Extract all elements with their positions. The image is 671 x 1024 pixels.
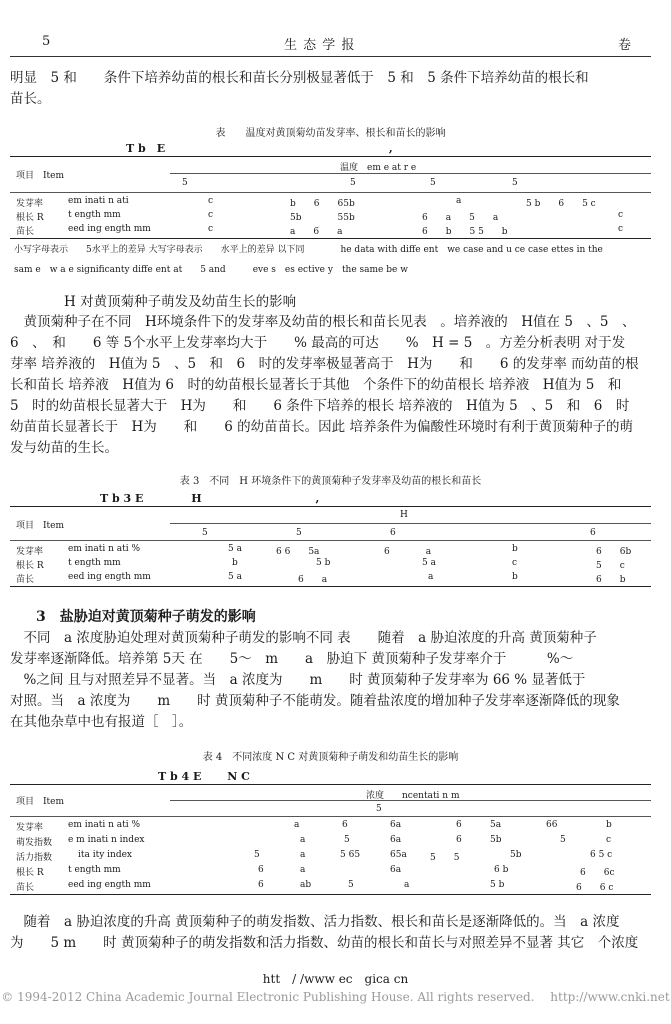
table4-top-rule xyxy=(10,784,651,785)
row-label: 根长 R xyxy=(16,213,44,223)
salt-line: %之间 且与对照差异不显著。当 a 浓度为 m 时 黄顶菊种子发芽率为 66 % 显著低于 xyxy=(10,672,586,688)
salt-line: 发芽率逐渐降低。培养第 5天 在 5～ m a 胁迫下 黄顶菊种子发芽率介于 %～ xyxy=(10,651,574,667)
table-cell: b xyxy=(512,572,518,582)
table-cell: c xyxy=(512,558,518,568)
ph-line: 5 时的幼苗根长显著大于 H为 和 6 条件下培养的根长 培养液的 H值为 5 、5 和 6 时 xyxy=(10,398,630,414)
row-label-en: e m inati n index xyxy=(68,835,145,845)
table3-item-header: 项目 Item xyxy=(16,521,65,531)
table2-note-2: sam e w a e significanty diffe ent at 5 and eve s es ective y the same be w xyxy=(14,265,408,275)
ph-paragraph xyxy=(10,312,651,459)
table-cell: b xyxy=(512,544,518,554)
section-heading-ph: H 对黄顶菊种子萌发及幼苗生长的影响 xyxy=(64,294,297,310)
volume-label: 卷 xyxy=(618,38,632,53)
row-label-en: eed ing ength mm xyxy=(68,880,151,890)
table-cell: 5a xyxy=(490,820,502,830)
table-cell: c xyxy=(618,210,624,220)
row-label-en: t ength mm xyxy=(68,210,121,220)
table-cell: 5 c xyxy=(596,561,625,571)
table3-caption: 表 3 不同 H 环境条件下的黄顶菊种子发芽率及幼苗的根长和苗长 xyxy=(179,476,482,487)
table-cell: 6 6 c xyxy=(576,883,614,893)
table-cell: 5 a xyxy=(228,572,242,582)
ph-line: 长和苗长 培养液 H值为 6 时的幼苗根长显著长于其他 个条件下的幼苗根长 培养液 H值为 5 和 xyxy=(10,377,622,393)
ph-line: 幼苗苗长显著长于 H为 和 6 的幼苗苗长。因此 培养条件为偏酸性环境时有利于黄顶菊种子的萌 xyxy=(10,419,633,435)
table-cell: c xyxy=(208,224,214,234)
table-cell: a xyxy=(300,850,306,860)
intro-paragraph xyxy=(10,68,651,110)
table3-group-header: H xyxy=(400,510,408,520)
table3 xyxy=(10,506,651,588)
table-cell: 6 b xyxy=(494,865,509,875)
copyright-notice: © 1994-2012 China Academic Journal Electronic Publishing House. All rights reserved. http://www.cnki.net xyxy=(1,990,670,1004)
ph-line: 黄顶菊种子在不同 H环境条件下的发芽率及幼苗的根长和苗长见表 。培养液的 H值在 5 、5 、 xyxy=(10,314,636,330)
table3-group-rule xyxy=(170,523,651,524)
ph-line: 6 、 和 6 等 5个水平上发芽率均大于 % 最高的可达 % H = 5 。方差分析表明 对于发 xyxy=(10,335,626,351)
table2-note-1: 小写字母表示 5水平上的差异 大写字母表示 水平上的差异 以下同 he data with diffe ent we case and u ce case ettes in the xyxy=(14,245,603,255)
table-cell: 5 b xyxy=(490,880,505,890)
closing-paragraph xyxy=(10,912,651,954)
table-cell: 5b xyxy=(510,850,522,860)
table-cell: a 6 a xyxy=(290,227,343,237)
table-cell: ab xyxy=(300,880,312,890)
table3-top-rule xyxy=(10,506,651,507)
table-cell: 6a xyxy=(390,865,402,875)
header-rule xyxy=(10,56,651,57)
table-cell: a xyxy=(300,835,306,845)
salt-line: 对照。当 a 浓度为 m 时 黄顶菊种子不能萌发。随着盐浓度的增加种子发芽率逐渐降低的现象 xyxy=(10,693,620,709)
table4-bottom-rule xyxy=(10,894,651,895)
table-cell: 6 a xyxy=(384,547,432,557)
table-cell: c xyxy=(208,196,214,206)
table-cell: b xyxy=(606,820,612,830)
row-label: 苗长 xyxy=(16,883,35,893)
table-cell: 5 65 xyxy=(340,850,361,860)
ph-line: 发与幼苗的生长。 xyxy=(10,440,118,456)
row-label-en: eed ing ength mm xyxy=(68,572,151,582)
table-cell: 5b 55b xyxy=(290,213,355,223)
table4 xyxy=(10,784,651,896)
table3-subheader: 6 xyxy=(590,528,596,538)
intro-line-1: 明显 5 和 条件下培养幼苗的根长和苗长分别极显著低于 5 和 5 条件下培养幼苗的根长和 xyxy=(10,70,589,86)
ph-line: 芽率 培养液的 H值为 5 、5 和 6 时的发芽率极显著高于 H为 和 6 的发芽率 而幼苗的根 xyxy=(10,356,639,372)
table-cell: 6 xyxy=(456,835,462,845)
table2-subheader: 5 xyxy=(350,178,356,188)
row-label: 苗长 xyxy=(16,575,35,585)
table-cell: 6 6c xyxy=(580,868,615,878)
table-cell: 5 a xyxy=(228,544,242,554)
table2-bottom-rule xyxy=(10,238,651,239)
row-label-en: t ength mm xyxy=(68,865,121,875)
table-cell: 6 b xyxy=(596,575,626,585)
footer-url[interactable]: htt / /www ec gica cn xyxy=(262,972,409,986)
table-cell: 66 xyxy=(546,820,558,830)
table-cell: 5 a xyxy=(422,558,436,568)
table-cell: 5 xyxy=(254,850,260,860)
table-cell: c xyxy=(618,224,624,234)
table-cell: 6 a xyxy=(298,575,328,585)
table-cell: 6 xyxy=(342,820,348,830)
table-cell: 6 xyxy=(258,880,264,890)
table-cell: 6 b 5 5 b xyxy=(422,227,508,237)
table-cell: a xyxy=(456,196,462,206)
table2-caption: 表 温度对黄顶菊幼苗发芽率、根长和苗长的影响 xyxy=(215,128,446,139)
table2-group-header: 温度 em e at r e xyxy=(340,163,417,173)
table-cell: 5 b xyxy=(316,558,331,568)
table2 xyxy=(10,156,651,240)
salt-line: 在其他杂草中也有报道［ ］。 xyxy=(10,714,193,730)
table4-caption-en: T b 4 E N C xyxy=(158,770,250,783)
table-cell: 6 a 5 a xyxy=(422,213,499,223)
table4-caption: 表 4 不同浓度 N C 对黄顶菊种子萌发和幼苗生长的影响 xyxy=(202,752,459,763)
row-label-en: t ength mm xyxy=(68,558,121,568)
row-label-en: em inati n ati xyxy=(68,196,129,206)
table3-subheader: 6 xyxy=(390,528,396,538)
row-label: 发芽率 xyxy=(16,199,44,209)
table3-bottom-rule xyxy=(10,586,651,587)
section-heading-salt: 3 盐胁迫对黄顶菊种子萌发的影响 xyxy=(36,609,256,625)
table-cell: c xyxy=(606,835,612,845)
table-cell: b xyxy=(232,558,238,568)
table2-top-rule xyxy=(10,156,651,157)
table-cell: a xyxy=(404,880,410,890)
table-cell: a xyxy=(300,865,306,875)
page-number: 5 xyxy=(42,34,51,49)
row-label-en: ita ity index xyxy=(78,850,132,860)
row-label: 根长 R xyxy=(16,868,44,878)
table-cell: 5 xyxy=(344,835,350,845)
salt-paragraph xyxy=(10,628,651,733)
table-cell: c xyxy=(208,210,214,220)
table-cell: 5 b 6 5 c xyxy=(526,199,596,209)
table4-subheader: 5 xyxy=(376,804,382,814)
table-cell: 5 xyxy=(348,880,354,890)
table2-caption-en: T b E , xyxy=(126,142,393,155)
salt-line: 不同 a 浓度胁迫处理对黄顶菊种子萌发的影响不同 表 随着 a 胁迫浓度的升高 黄顶菊种子 xyxy=(10,630,597,646)
row-label: 发芽率 xyxy=(16,547,44,557)
table-cell: 6 xyxy=(456,820,462,830)
table-cell: 6a xyxy=(390,820,402,830)
table3-caption-en: T b 3 E H , xyxy=(100,492,320,505)
closing-line-2: 为 5 m 时 黄顶菊种子的萌发指数和活力指数、幼苗的根长和苗长与对照差异不显著 其它 个浓度 xyxy=(10,935,639,951)
table-cell: 5 xyxy=(560,835,566,845)
table3-header-rule xyxy=(10,540,651,541)
table-cell: b 6 65b xyxy=(290,199,355,209)
table4-group-rule xyxy=(170,800,651,801)
row-label-en: eed ing ength mm xyxy=(68,224,151,234)
table2-header-rule xyxy=(10,192,651,193)
table2-item-header: 项目 Item xyxy=(16,171,65,181)
closing-line-1: 随着 a 胁迫浓度的升高 黄顶菊种子的萌发指数、活力指数、根长和苗长是逐渐降低的。当 a 浓度 xyxy=(10,914,620,930)
table-cell: 6 5 c xyxy=(590,850,613,860)
intro-line-2: 苗长。 xyxy=(10,91,51,107)
row-label-en: em inati n ati % xyxy=(68,544,141,554)
row-label: 发芽率 xyxy=(16,823,44,833)
table2-subheader: 5 xyxy=(512,178,518,188)
row-label: 根长 R xyxy=(16,561,44,571)
table4-group-header: 浓度 ncentati n m xyxy=(366,791,460,801)
table-cell: 6 6 5a xyxy=(276,547,320,557)
table-cell: a xyxy=(294,820,300,830)
table3-subheader: 5 xyxy=(202,528,208,538)
row-label-en: em inati n ati % xyxy=(68,820,141,830)
table-cell: 5b xyxy=(490,835,502,845)
table-cell: 5 5 xyxy=(430,853,460,863)
table4-item-header: 项目 Item xyxy=(16,797,65,807)
row-label: 萌发指数 xyxy=(16,838,53,848)
table-cell: 6 xyxy=(258,865,264,875)
table2-subheader: 5 xyxy=(430,178,436,188)
table-cell: 6 6b xyxy=(596,547,632,557)
journal-title: 生 态 学 报 xyxy=(284,38,356,53)
row-label: 苗长 xyxy=(16,227,35,237)
table-cell: 6a xyxy=(390,835,402,845)
table2-group-rule xyxy=(170,173,651,174)
table-cell: a xyxy=(428,572,434,582)
table-cell: 65a xyxy=(390,850,407,860)
row-label: 活力指数 xyxy=(16,853,53,863)
table3-subheader: 5 xyxy=(296,528,302,538)
table2-subheader: 5 xyxy=(182,178,188,188)
table4-header-rule xyxy=(10,816,651,817)
